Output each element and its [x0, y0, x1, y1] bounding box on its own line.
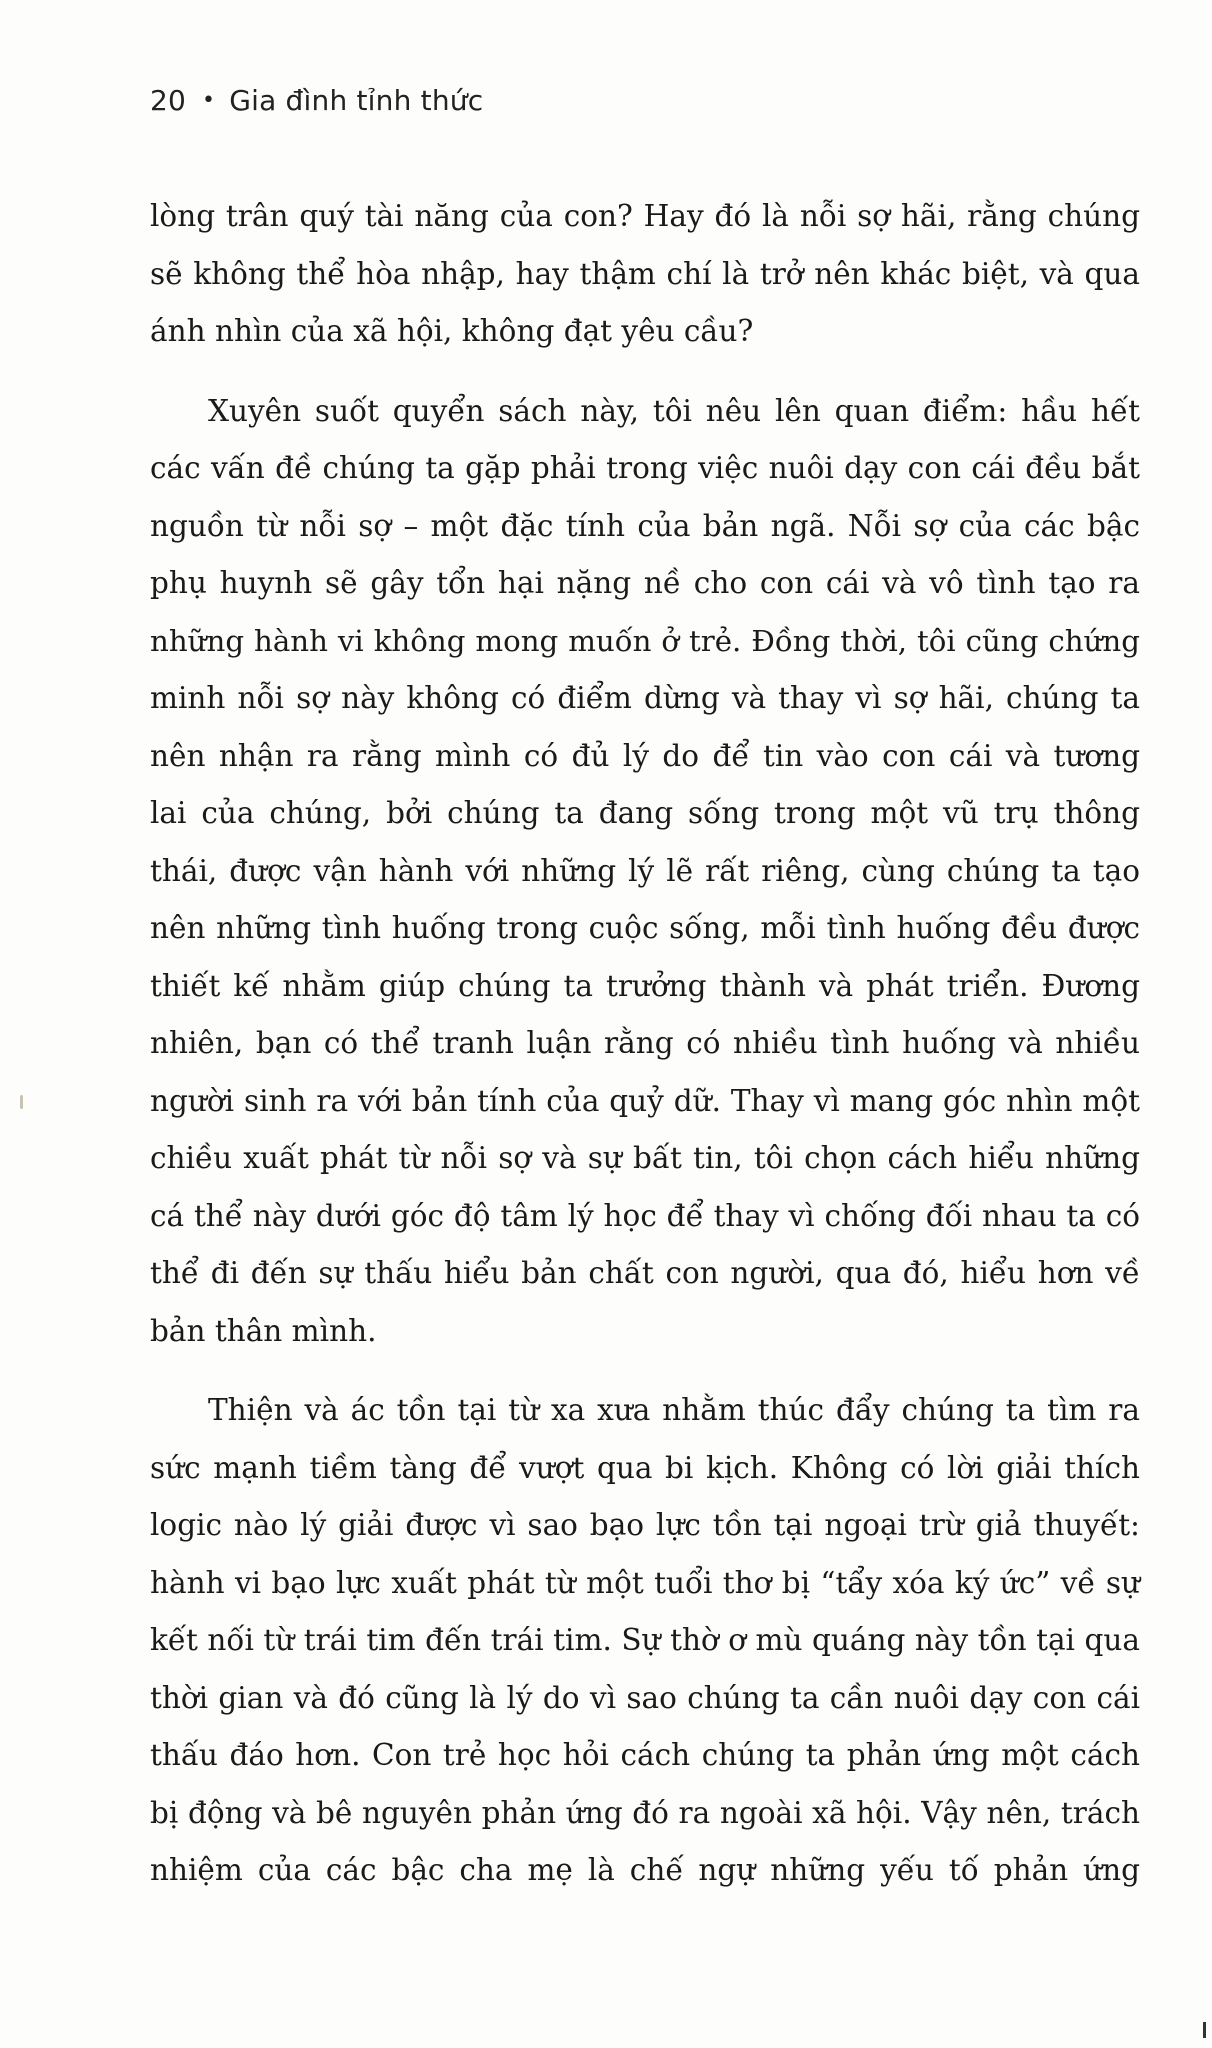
- text-line: nguồn từ nỗi sợ – một đặc tính của bản ngã. Nỗi sợ của các bậc: [150, 508, 1140, 543]
- text-line: những hành vi không mong muốn ở trẻ. Đồng thời, tôi cũng chứng: [150, 623, 1140, 658]
- text-line: thời gian và đó cũng là lý do vì sao chúng ta cần nuôi dạy con cái: [150, 1680, 1140, 1715]
- text-line: sức mạnh tiềm tàng để vượt qua bi kịch. Không có lời giải thích: [150, 1450, 1140, 1485]
- text-line: các vấn đề chúng ta gặp phải trong việc nuôi dạy con cái đều bắt: [150, 451, 1140, 485]
- text-line: Xuyên suốt quyển sách này, tôi nêu lên quan điểm: hầu hết: [208, 393, 1140, 428]
- text-line: sẽ không thể hòa nhập, hay thậm chí là trở nên khác biệt, và qua: [150, 256, 1140, 291]
- text-line: người sinh ra với bản tính của quỷ dữ. Thay vì mang góc nhìn một: [150, 1083, 1140, 1118]
- text-line: thiết kế nhằm giúp chúng ta trưởng thành và phát triển. Đương: [150, 968, 1140, 1003]
- running-header: [150, 84, 483, 117]
- book-title: Gia đình tỉnh thức: [229, 84, 484, 117]
- paragraph-1: [150, 188, 1140, 361]
- text-line: logic nào lý giải được vì sao bạo lực tồn tại ngoại trừ giả thuyết:: [150, 1508, 1140, 1542]
- paragraph-2: [150, 383, 1140, 1361]
- text-line: nhiên, bạn có thể tranh luận rằng có nhiều tình huống và nhiều: [150, 1026, 1140, 1060]
- text-line: nên nhận ra rằng mình có đủ lý do để tin vào con cái và tương: [150, 738, 1140, 773]
- text-line: lòng trân quý tài năng của con? Hay đó là nỗi sợ hãi, rằng chúng: [150, 199, 1140, 233]
- text-line: Thiện và ác tồn tại từ xa xưa nhằm thúc đẩy chúng ta tìm ra: [208, 1393, 1140, 1427]
- text-line: phụ huynh sẽ gây tổn hại nặng nề cho con cái và vô tình tạo ra: [150, 566, 1140, 600]
- paragraph-3: [150, 1382, 1140, 1900]
- text-line: chiều xuất phát từ nỗi sợ và sự bất tin, tôi chọn cách hiểu những: [150, 1141, 1140, 1175]
- header-separator: •: [202, 88, 216, 113]
- page-number: 20: [150, 84, 187, 117]
- text-line: bị động và bê nguyên phản ứng đó ra ngoài xã hội. Vậy nên, trách: [150, 1795, 1140, 1830]
- text-line: kết nối từ trái tim đến trái tim. Sự thờ ơ mù quáng này tồn tại qua: [150, 1623, 1140, 1657]
- text-line: ánh nhìn của xã hội, không đạt yêu cầu?: [150, 314, 754, 348]
- text-line: thể đi đến sự thấu hiểu bản chất con người, qua đó, hiểu hơn về: [150, 1256, 1140, 1290]
- text-line: hành vi bạo lực xuất phát từ một tuổi thơ bị “tẩy xóa ký ức” về sự: [150, 1565, 1140, 1600]
- margin-speck: [20, 1095, 23, 1109]
- text-line: thái, được vận hành với những lý lẽ rất riêng, cùng chúng ta tạo: [150, 853, 1140, 888]
- page-edge-mark: [1203, 2022, 1206, 2038]
- text-line: thấu đáo hơn. Con trẻ học hỏi cách chúng ta phản ứng một cách: [150, 1738, 1140, 1772]
- text-line: minh nỗi sợ này không có điểm dừng và thay vì sợ hãi, chúng ta: [150, 681, 1140, 715]
- text-line: bản thân mình.: [150, 1313, 377, 1348]
- text-line: nhiệm của các bậc cha mẹ là chế ngự những yếu tố phản ứng: [150, 1853, 1140, 1887]
- text-line: lai của chúng, bởi chúng ta đang sống trong một vũ trụ thông: [150, 796, 1140, 830]
- text-line: nên những tình huống trong cuộc sống, mỗi tình huống đều được: [150, 911, 1140, 945]
- body-text: [150, 188, 1140, 1900]
- text-line: cá thể này dưới góc độ tâm lý học để thay vì chống đối nhau ta có: [150, 1198, 1140, 1233]
